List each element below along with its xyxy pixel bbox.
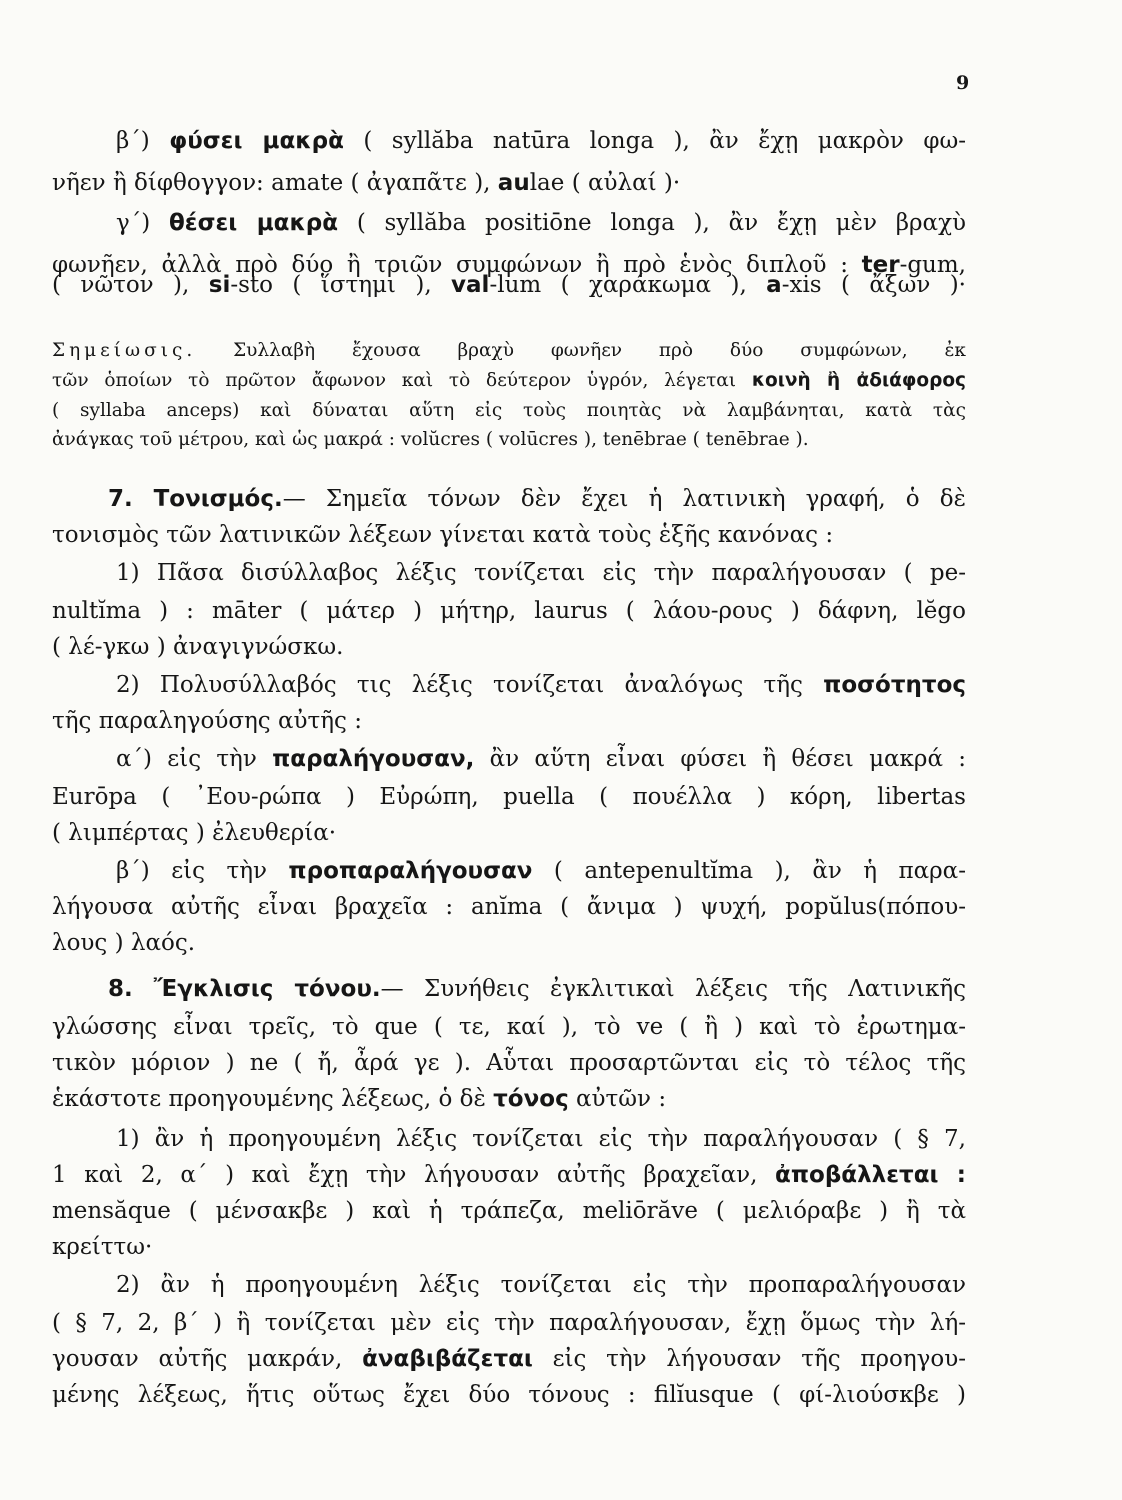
text-line: α΄) εἰς τὴν παραλήγουσαν, ἂν αὕτη εἶναι φύσει ἢ θέσει μακρά : [116,746,966,772]
text-line: 2) Πολυσύλλαβός τις λέξις τονίζεται ἀναλόγως τῆς ποσότητος [116,672,966,698]
section-heading-line: 8. Ἔγκλισις τόνου.— Συνήθεις ἐγκλιτικαὶ λέξεις τῆς Λατινικῆς [108,976,967,1002]
note-line: τῶν ὁποίων τὸ πρῶτον ἄφωνον καὶ τὸ δεύτερον ὑγρόν, λέγεται κοινὴ ἢ ἀδιάφορος [52,370,966,391]
note-line: ἀνάγκας τοῦ μέτρου, καὶ ὡς μακρά : volŭcres ( volūcres ), tenēbrae ( tenēbrae ). [52,429,809,450]
text-line: νῆεν ἢ δίφθογγον: amate ( ἀγαπᾶτε ), aulae ( αὐλαί )· [52,170,681,196]
text-line: β΄) φύσει μακρὰ ( syllăba natūra longa ), ἂν ἔχῃ μακρὸν φω- [116,128,966,154]
note-line: Σημείωσις. Συλλαβὴ ἔχουσα βραχὺ φωνῆεν πρὸ δύο συμφώνων, ἐκ [52,340,966,361]
text-line: τονισμὸς τῶν λατινικῶν λέξεων γίνεται κατὰ τοὺς ἑξῆς κανόνας : [52,522,834,548]
text-line: ἑκάστοτε προηγουμένης λέξεως, ὁ δὲ τόνος αὐτῶν : [52,1086,667,1112]
text-line: γ΄) θέσει μακρὰ ( syllăba positiōne longa ), ἂν ἔχῃ μὲν βραχὺ [116,210,966,236]
text-line: φωνῆεν, ἀλλὰ πρὸ δύο ἢ τριῶν συμφώνων ἢ πρὸ ἑνὸς διπλοῦ : ter-gum, [52,252,966,278]
text-line: λήγουσα αὐτῆς εἶναι βραχεῖα : anĭma ( ἄνιμα ) ψυχή, popŭlus(πόπου- [52,894,966,920]
text-line: nultĭma ) : māter ( μάτερ ) μήτηρ, laurus ( λάου-ρους ) δάφνη, lĕgo [52,598,966,624]
text-line: 1) Πᾶσα δισύλλαβος λέξις τονίζεται εἰς τὴν παραλήγουσαν ( pe- [116,560,966,586]
text-line: ( § 7, 2, β΄ ) ἢ τονίζεται μὲν εἰς τὴν παραλήγουσαν, ἔχῃ ὅμως τὴν λή- [52,1310,966,1336]
text-line: ( νῶτον ), si-sto ( ἵστημι ), val-lum ( χαράκωμα ), a-xis ( ἄξων )· [52,272,966,298]
text-line: 1) ἂν ἡ προηγουμένη λέξις τονίζεται εἰς τὴν παραλήγουσαν ( § 7, [116,1126,966,1152]
text-line: γουσαν αὐτῆς μακράν, ἀναβιβάζεται εἰς τὴν λήγουσαν τῆς προηγου- [52,1346,966,1372]
text-line: Eurōpa ( ᾽Εου-ρώπα ) Εὐρώπη, puella ( πουέλλα ) κόρη, libertas [52,784,966,810]
text-line: ( λέ-γκω ) ἀναγιγνώσκω. [52,634,344,660]
text-line: τικὸν μόριον ) ne ( ἤ, ἆρά γε ). Αὗται προσαρτῶνται εἰς τὸ τέλος τῆς [52,1050,966,1076]
page-number: 9 [956,72,970,94]
section-heading-line: 7. Τονισμός.— Σημεῖα τόνων δὲν ἔχει ἡ λατινικὴ γραφή, ὁ δὲ [108,486,966,512]
text-line: ( λιμπέρτας ) ἐλευθερία· [52,820,337,846]
text-line: 1 καὶ 2, α΄ ) καὶ ἔχῃ τὴν λήγουσαν αὐτῆς βραχεῖαν, ἀποβάλλεται : [52,1162,966,1188]
text-line: κρείττω· [52,1234,153,1260]
text-line: mensăque ( μένσακβε ) καὶ ἡ τράπεζα, meliōrăve ( μελιόραβε ) ἢ τὰ [52,1198,966,1224]
text-line: τῆς παραληγούσης αὐτῆς : [52,708,362,734]
text-line: 2) ἂν ἡ προηγουμένη λέξις τονίζεται εἰς τὴν προπαραλήγουσαν [116,1272,966,1298]
text-line: μένης λέξεως, ἥτις οὕτως ἔχει δύο τόνους : filĭusque ( φί-λιούσκβε ) [52,1382,966,1408]
text-line: λους ) λαός. [52,930,196,956]
text-line: β΄) εἰς τὴν προπαραλήγουσαν ( antepenultĭma ), ἂν ἡ παρα- [116,858,966,884]
note-line: ( syllaba anceps) καὶ δύναται αὕτη εἰς τοὺς ποιητὰς νὰ λαμβάνηται, κατὰ τὰς [52,400,966,421]
text-line: γλώσσης εἶναι τρεῖς, τὸ que ( τε, καί ), τὸ ve ( ἢ ) καὶ τὸ ἐρωτημα- [52,1014,966,1040]
